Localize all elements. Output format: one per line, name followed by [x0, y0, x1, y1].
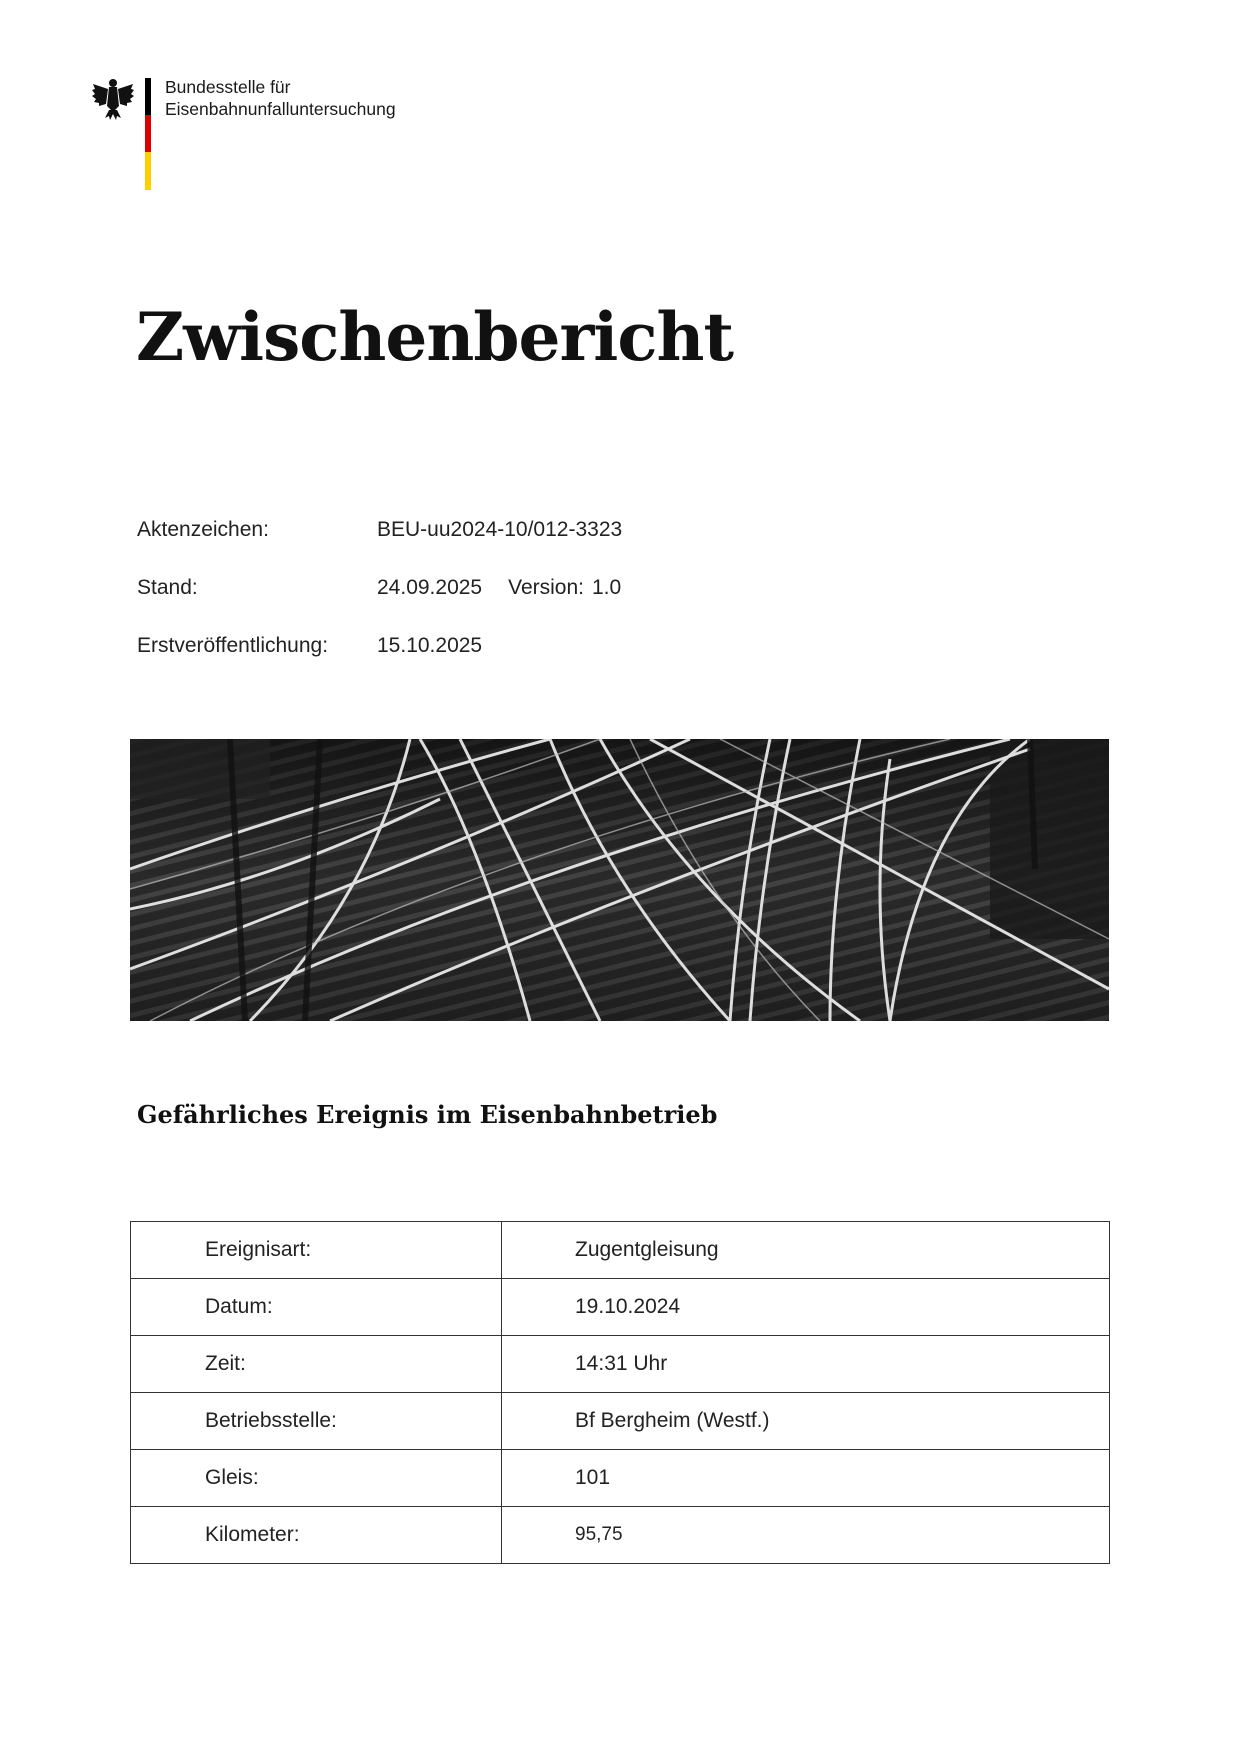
railway-tracks-photo: [130, 739, 1109, 1021]
fact-label: Zeit:: [131, 1336, 502, 1393]
erstveroeffentlichung-value: 15.10.2025: [377, 634, 483, 657]
fact-value: 19.10.2024: [502, 1279, 1110, 1336]
document-title: Zwischenbericht: [136, 298, 734, 376]
fact-label: Betriebsstelle:: [131, 1393, 502, 1450]
fact-value: Zugentgleisung: [502, 1222, 1110, 1279]
agency-logo: [91, 74, 421, 194]
version-label: Version:: [508, 576, 584, 599]
version-value: 1.0: [592, 576, 622, 599]
fact-label: Datum:: [131, 1279, 502, 1336]
german-flag-bar: [145, 78, 151, 190]
table-row: [131, 1336, 1110, 1393]
fact-label: Ereignisart:: [131, 1222, 502, 1279]
table-row: [131, 1222, 1110, 1279]
agency-name: [165, 76, 396, 120]
fact-value: Bf Bergheim (Westf.): [502, 1393, 1110, 1450]
stand-value: 24.09.2025: [377, 576, 483, 599]
fact-value: 101: [502, 1450, 1110, 1507]
erstveroeffentlichung-label: Erstveröffentlichung:: [137, 634, 329, 657]
fact-label: Gleis:: [131, 1450, 502, 1507]
event-category-heading: Gefährliches Ereignis im Eisenbahnbetrieb: [137, 1100, 718, 1129]
table-row: [131, 1450, 1110, 1507]
fact-value: 95,75: [502, 1507, 1110, 1564]
fact-label: Kilometer:: [131, 1507, 502, 1564]
table-row: [131, 1279, 1110, 1336]
aktenzeichen-label: Aktenzeichen:: [137, 518, 269, 541]
aktenzeichen-value: BEU-uu2024-10/012-3323: [377, 518, 623, 541]
table-row: [131, 1393, 1110, 1450]
stand-label: Stand:: [137, 576, 198, 599]
stand-version-group: [377, 576, 621, 600]
agency-name-line2: Eisenbahnunfalluntersuchung: [165, 99, 396, 119]
bundesadler-icon: [91, 76, 135, 122]
fact-value: 14:31 Uhr: [502, 1336, 1110, 1393]
event-facts-table: [130, 1221, 1110, 1564]
agency-name-line1: Bundesstelle für: [165, 77, 291, 97]
table-row: [131, 1507, 1110, 1564]
railway-tracks-image: [130, 739, 1109, 1021]
